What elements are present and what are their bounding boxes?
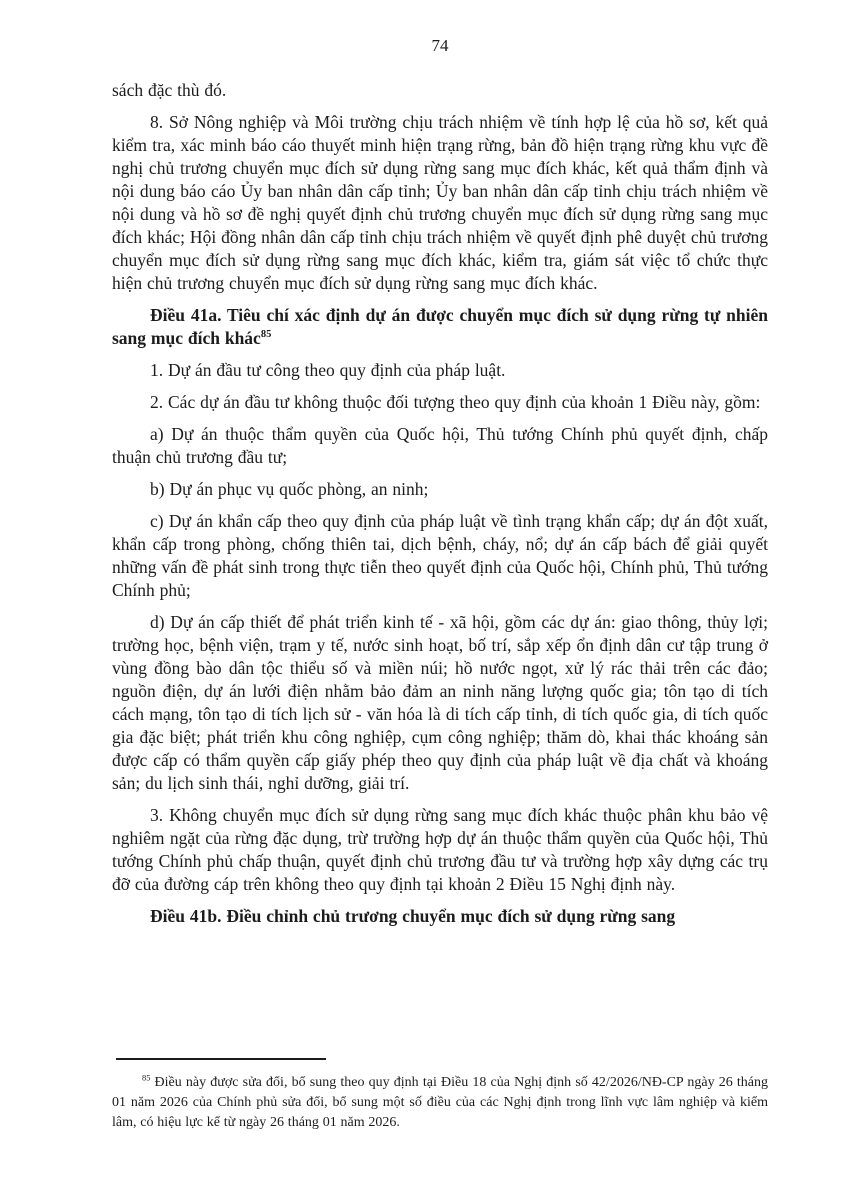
footnote-text	[112, 1073, 768, 1133]
paragraph	[112, 510, 768, 602]
document-body	[112, 79, 768, 928]
article-heading	[112, 905, 768, 928]
article-heading	[112, 304, 768, 350]
text-run: b) Dự án phục vụ quốc phòng, an ninh;	[150, 479, 429, 499]
text-run: a) Dự án thuộc thẩm quyền của Quốc hội, Thủ tướng Chính phủ quyết định, chấp thuận chủ trương đầu tư;	[112, 424, 768, 467]
text-run: 1. Dự án đầu tư công theo quy định của pháp luật.	[150, 360, 506, 380]
text-run: d) Dự án cấp thiết để phát triển kinh tế - xã hội, gồm các dự án: giao thông, thủy lợi; trường học, bệnh viện, trạm y tế, nước sinh hoạt, bố trí, sắp xếp ổn định dân cư tập trung ở vùng đồng bào dân tộc thiểu số và miền núi; hồ nước ngọt, xử lý rác thải trên các đảo; nguồn điện, dự án lưới điện nhằm bảo đảm an ninh năng lượng quốc gia; tôn tạo di tích cách mạng, tôn tạo di tích lịch sử - văn hóa là di tích cấp tỉnh, di tích quốc gia, di tích quốc gia đặc biệt; phát triển khu công nghiệp, cụm công nghiệp; thăm dò, khai thác khoáng sản được cấp có thẩm quyền cấp giấy phép theo quy định của pháp luật về địa chất và khoáng sản; du lịch sinh thái, nghỉ dưỡng, giải trí.	[112, 612, 768, 793]
paragraph	[112, 804, 768, 896]
footnote-area	[112, 1058, 768, 1133]
text-run: 8. Sở Nông nghiệp và Môi trường chịu trách nhiệm về tính hợp lệ của hồ sơ, kết quả kiểm tra, xác minh báo cáo thuyết minh hiện trạng rừng, bản đồ hiện trạng rừng khu vực đề nghị chủ trương chuyển mục đích sử dụng rừng sang mục đích khác, kết quả thẩm định và nội dung báo cáo Ủy ban nhân dân cấp tỉnh; Ủy ban nhân dân cấp tỉnh chịu trách nhiệm về nội dung và hồ sơ đề nghị quyết định chủ trương chuyển mục đích sử dụng rừng sang mục đích khác; Hội đồng nhân dân cấp tỉnh chịu trách nhiệm về quyết định phê duyệt chủ trương chuyển mục đích sử dụng rừng sang mục đích khác, kiểm tra, giám sát việc tổ chức thực hiện chủ trương chuyển mục đích sử dụng rừng sang mục đích khác.	[112, 112, 768, 293]
page-number: 74	[431, 36, 449, 55]
text-run: Điều 41b. Điều chỉnh chủ trương chuyển mục đích sử dụng rừng sang	[150, 906, 676, 926]
paragraph	[112, 611, 768, 795]
text-run: 2. Các dự án đầu tư không thuộc đối tượng theo quy định của khoản 1 Điều này, gồm:	[150, 392, 761, 412]
paragraph	[112, 423, 768, 469]
paragraph	[112, 391, 768, 414]
text-run: c) Dự án khẩn cấp theo quy định của pháp luật về tình trạng khẩn cấp; dự án đột xuất, khẩn cấp trong phòng, chống thiên tai, dịch bệnh, cháy, nổ; dự án cấp bách để giải quyết những vấn đề phát sinh trong thực tiễn theo quyết định của Quốc hội, Chính phủ, Thủ tướng Chính phủ;	[112, 511, 768, 600]
paragraph	[112, 478, 768, 501]
footnote-body: Điều này được sửa đổi, bổ sung theo quy định tại Điều 18 của Nghị định số 42/2026/NĐ-CP ngày 26 tháng 01 năm 2026 của Chính phủ sửa đổi, bổ sung một số điều của các Nghị định trong lĩnh vực lâm nghiệp và kiểm lâm, có hiệu lực kể từ ngày 26 tháng 01 năm 2026.	[112, 1075, 768, 1130]
paragraph	[112, 111, 768, 295]
footnote-marker: 85	[142, 1073, 151, 1083]
text-run: sách đặc thù đó.	[112, 80, 227, 100]
paragraph	[112, 79, 768, 102]
paragraph	[112, 359, 768, 382]
footnote-reference: 85	[260, 329, 272, 341]
text-run: 3. Không chuyển mục đích sử dụng rừng sang mục đích khác thuộc phân khu bảo vệ nghiêm ngặt của rừng đặc dụng, trừ trường hợp dự án thuộc thẩm quyền của Quốc hội, Thủ tướng Chính phủ chấp thuận, quyết định chủ trương đầu tư và trường hợp xây dựng các trụ đỡ của đường cáp trên không theo quy định tại khoản 2 Điều 15 Nghị định này.	[112, 805, 768, 894]
text-run: Điều 41a. Tiêu chí xác định dự án được chuyển mục đích sử dụng rừng tự nhiên sang mục đích khác	[112, 305, 768, 348]
footnote-separator	[116, 1058, 326, 1060]
